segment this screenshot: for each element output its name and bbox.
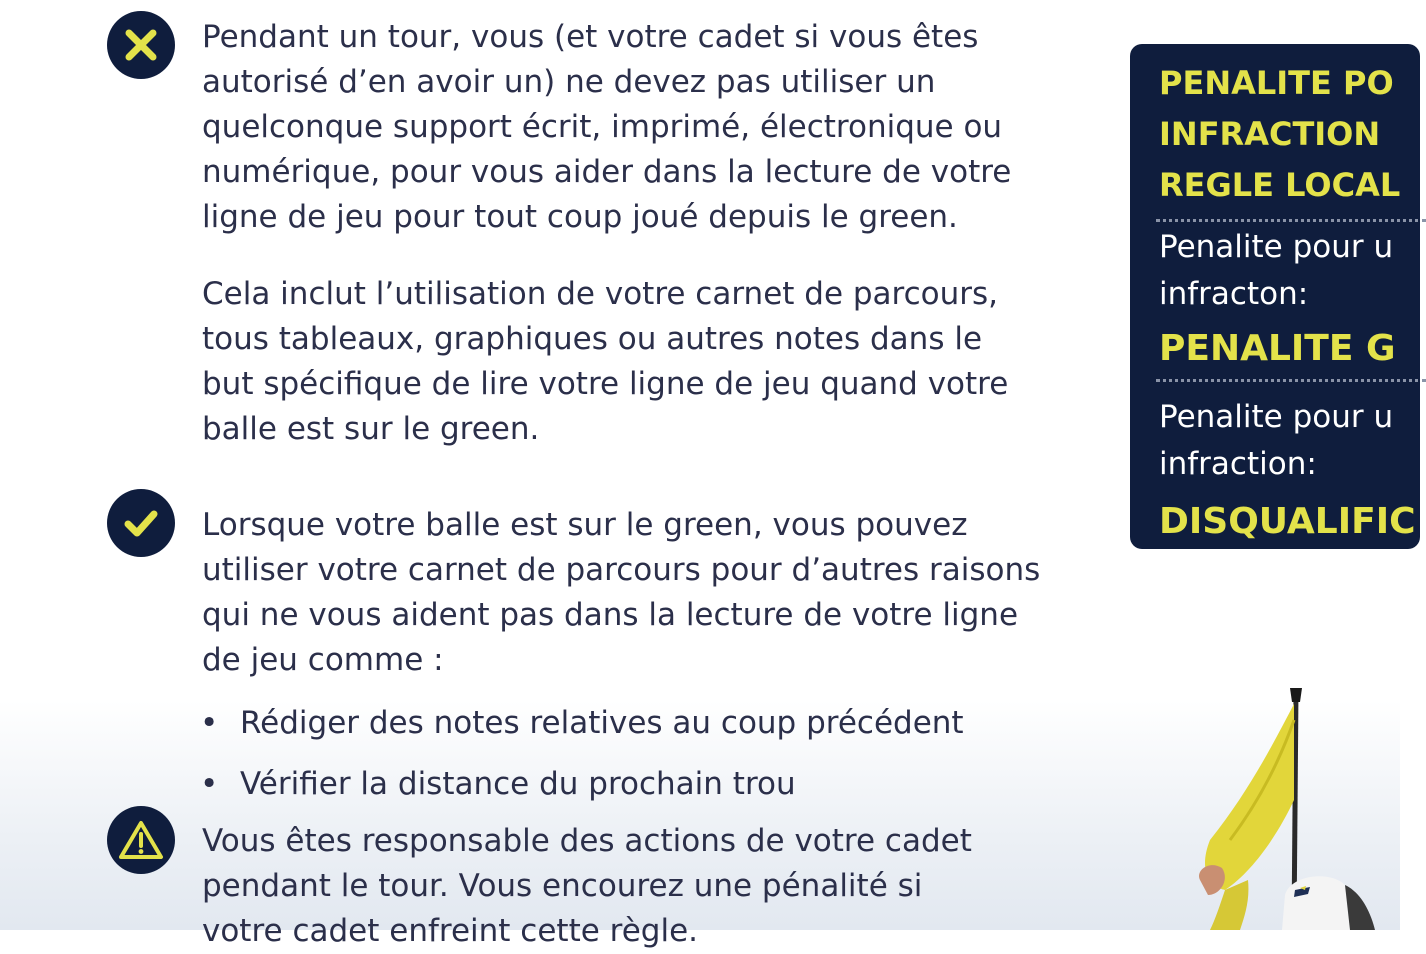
text-line: Pendant un tour, vous (et votre cadet si vous êtes (202, 19, 979, 55)
bullet-dot: • (200, 705, 219, 741)
bullet-dot: • (200, 766, 219, 802)
bullet-item (200, 701, 964, 746)
text-line: ligne de jeu pour tout coup joué depuis le green. (202, 199, 958, 235)
warning-triangle-icon (107, 806, 175, 874)
text-line: but spécifique de lire votre ligne de jeu quand votre (202, 366, 1009, 402)
text-line: de jeu comme : (202, 642, 444, 678)
bullet-text: Rédiger des notes relatives au coup précédent (240, 705, 964, 741)
rule-paragraph-1 (202, 15, 1102, 240)
text-line: tous tableaux, graphiques ou autres notes dans le (202, 321, 983, 357)
text-line: quelconque support écrit, imprimé, électronique ou (202, 109, 1003, 145)
text-line: numérique, pour vous aider dans la lecture de votre (202, 154, 1012, 190)
penalty-label-line: Penalite pour u (1159, 399, 1394, 435)
penalty-value: PENALITE G (1159, 328, 1396, 369)
warning-paragraph (202, 819, 1102, 954)
text-line: Lorsque votre balle est sur le green, vous pouvez (202, 507, 968, 543)
rule-paragraph-2 (202, 272, 1102, 452)
penalty-label-line: Penalite pour u (1159, 229, 1394, 265)
text-line: Cela inclut l’utilisation de votre carnet de parcours, (202, 276, 999, 312)
panel-title-line: INFRACTION (1159, 115, 1381, 153)
penalty-panel (1130, 44, 1420, 549)
checkmark-icon (107, 489, 175, 557)
penalty-label-line: infracton: (1159, 276, 1309, 312)
bullet-text: Vérifier la distance du prochain trou (240, 766, 796, 802)
text-line: autorisé d’en avoir un) ne devez pas utiliser un (202, 64, 936, 100)
penalty-label-line: infraction: (1159, 446, 1317, 482)
text-line: utiliser votre carnet de parcours pour d’autres raisons (202, 552, 1041, 588)
panel-title-line: REGLE LOCAL (1159, 166, 1401, 204)
text-line: qui ne vous aident pas dans la lecture de votre ligne (202, 597, 1019, 633)
text-line: balle est sur le green. (202, 411, 540, 447)
panel-title-line: PENALITE PO (1159, 64, 1394, 102)
text-line: Vous êtes responsable des actions de votre cadet (202, 823, 972, 859)
text-line: pendant le tour. Vous encourez une pénalité si (202, 868, 923, 904)
dotted-divider (1156, 219, 1426, 222)
text-line: votre cadet enfreint cette règle. (202, 913, 698, 949)
x-mark-icon (107, 11, 175, 79)
dotted-divider (1156, 379, 1426, 382)
golf-flag-illustration (1170, 680, 1400, 930)
allowed-paragraph (202, 503, 1102, 683)
bullet-item (200, 762, 796, 807)
penalty-value: DISQUALIFIC (1159, 501, 1416, 542)
